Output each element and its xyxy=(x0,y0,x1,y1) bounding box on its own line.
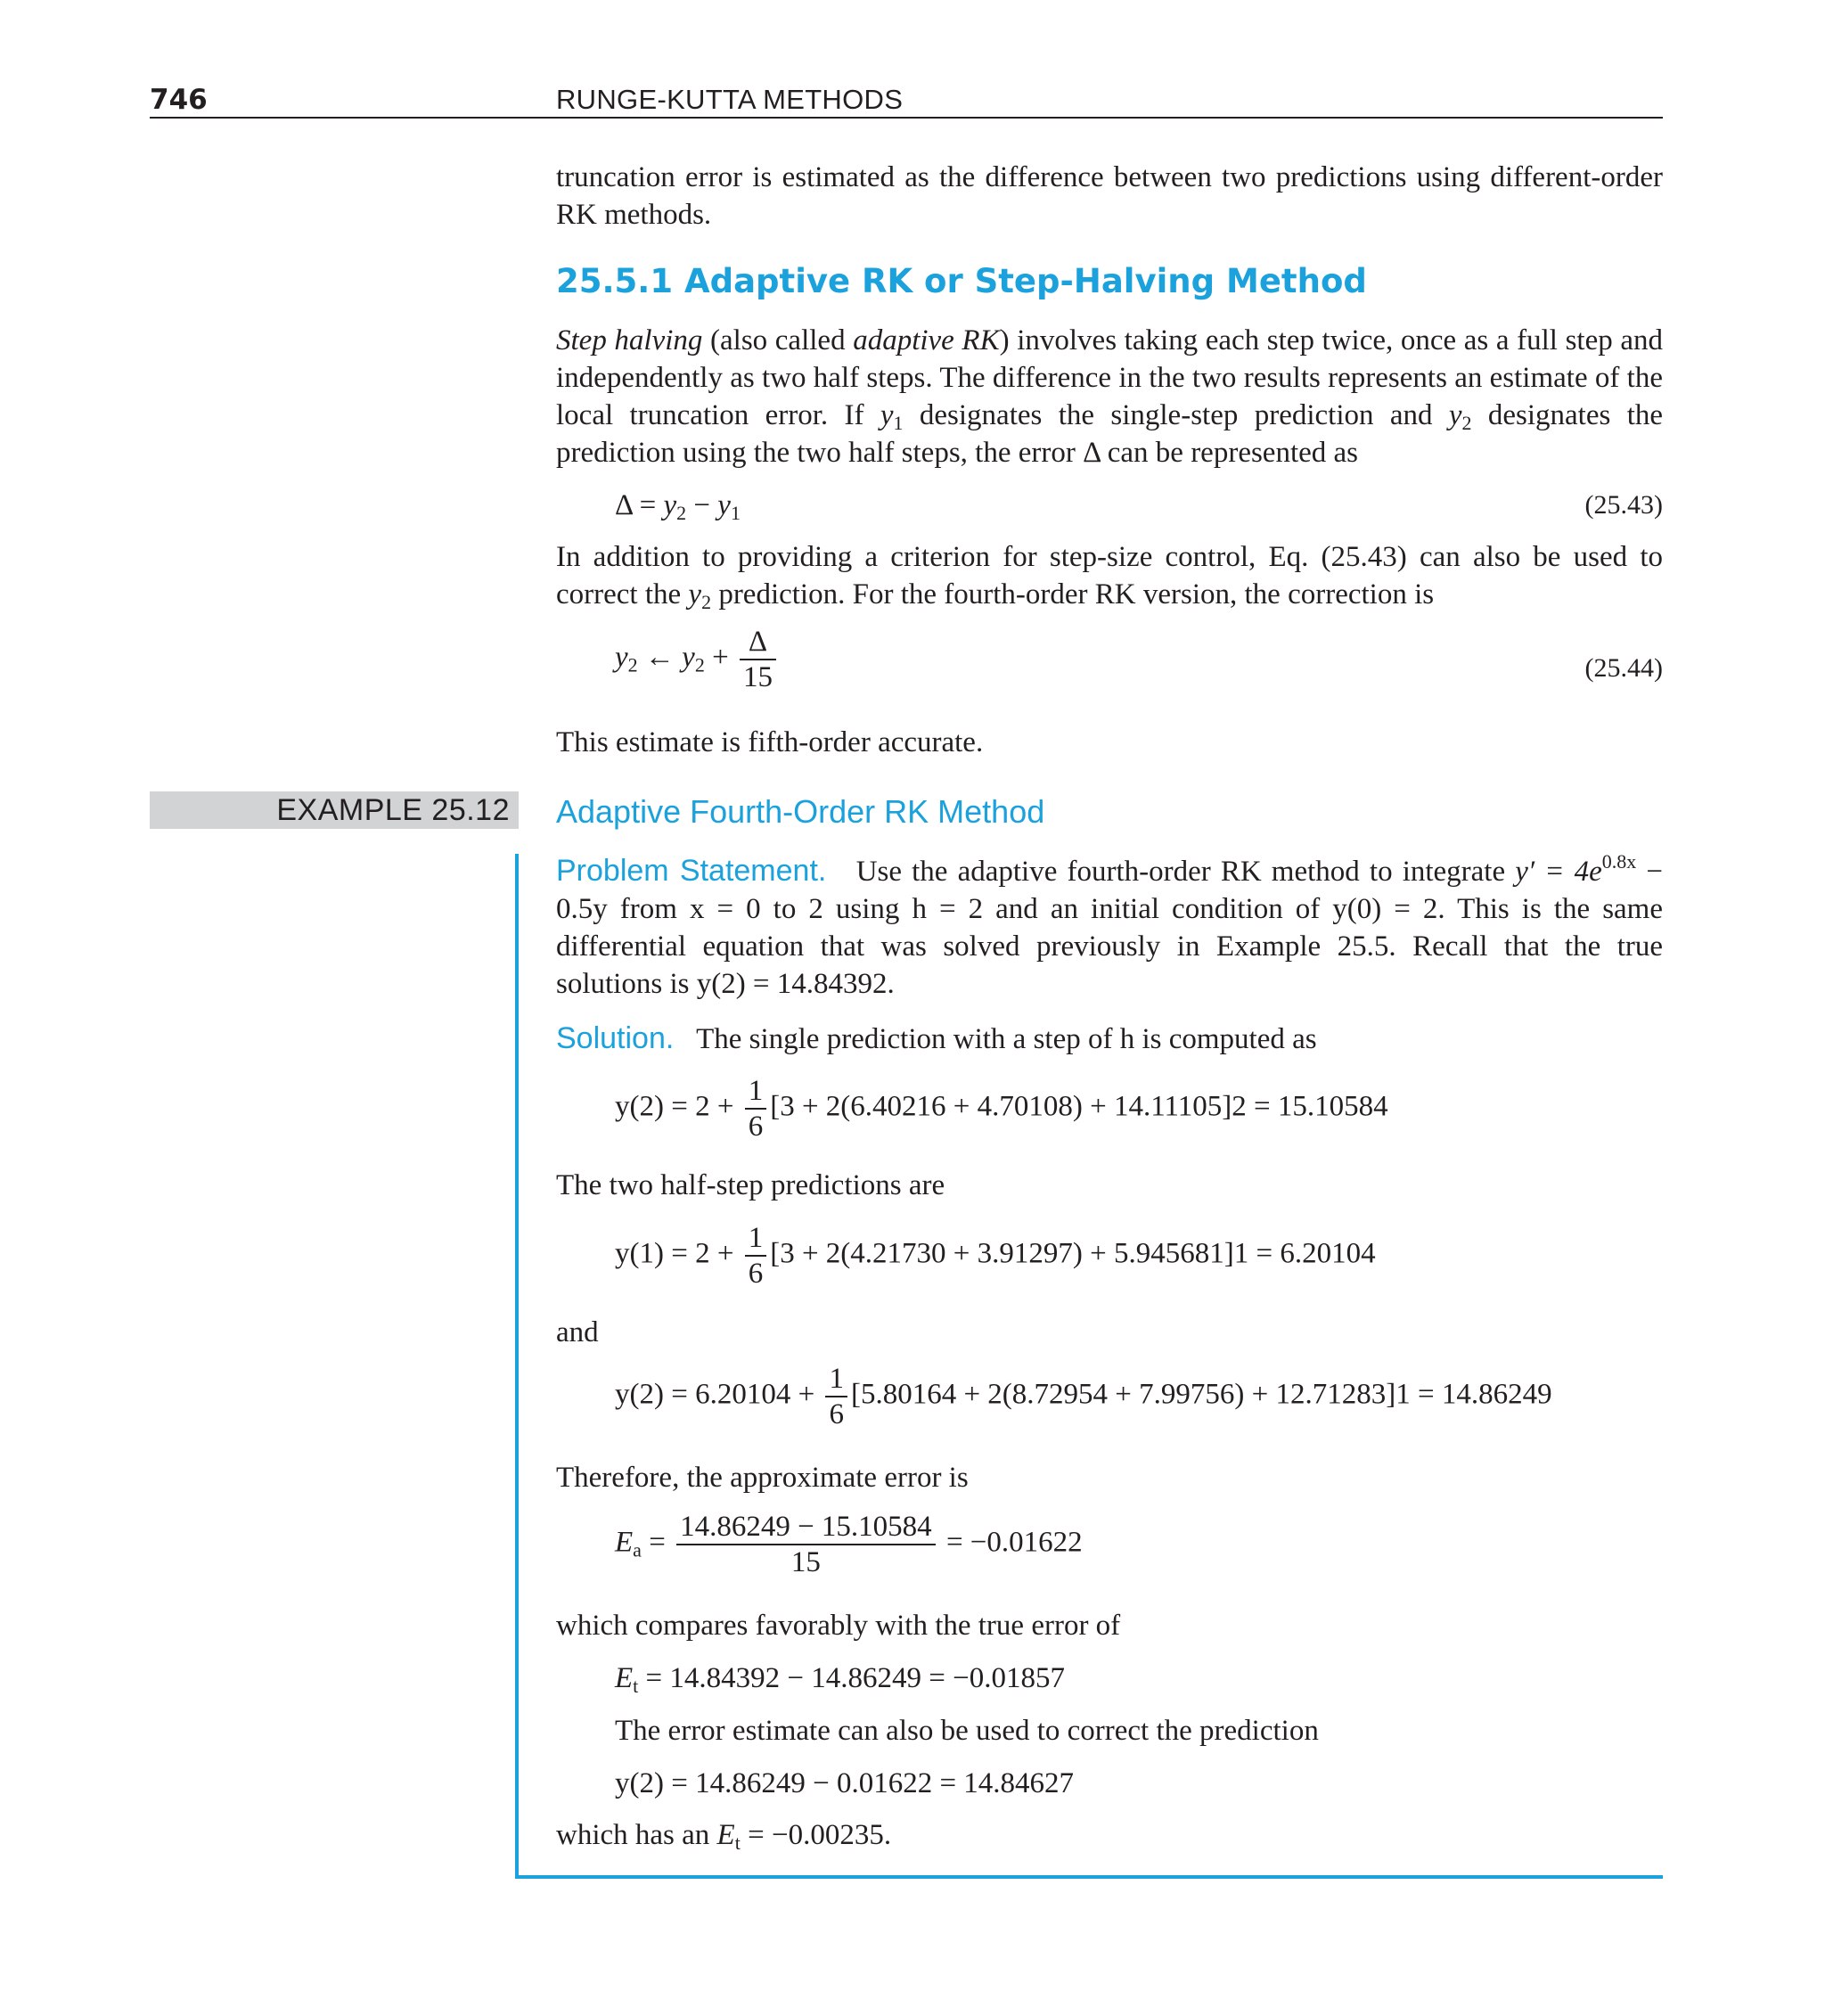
eq44-numerator: Δ xyxy=(748,626,768,658)
equation-half-step-2 xyxy=(615,1362,1552,1431)
eq-y2: y xyxy=(663,489,677,521)
equation-true-error xyxy=(615,1660,1065,1697)
equation-single-step xyxy=(615,1074,1388,1143)
eq44-sub-left: 2 xyxy=(627,653,638,676)
eq3-fraction xyxy=(825,1362,847,1431)
solution-text: The single prediction with a step of h is computed as xyxy=(696,1023,1317,1055)
eq1-denominator: 6 xyxy=(745,1108,767,1143)
solution-label: Solution. xyxy=(556,1021,675,1055)
p1-text-3: designates the single-step prediction and xyxy=(903,399,1449,431)
eq2-fraction xyxy=(745,1221,767,1291)
final-et-subscript: t xyxy=(734,1832,741,1854)
equation-25-43 xyxy=(615,487,741,524)
final-text-2: = −0.00235. xyxy=(740,1819,892,1851)
example-bottom-bar xyxy=(515,1875,1663,1879)
problem-text-2: − 0.5y from x = 0 to 2 using h = 2 and an initial condition of y(0) = 2. This is the same differential equation that was solved previously in Example 25.5. Recall that the true solutions is y(2) = 14.84392. xyxy=(556,856,1663,1000)
problem-statement xyxy=(556,852,1663,1003)
equation-number-25-43: (25.43) xyxy=(1584,490,1663,520)
eq-y1: y xyxy=(717,489,731,521)
eq1-lhs: y(2) = 2 + xyxy=(615,1090,741,1123)
ea-rhs: = −0.01622 xyxy=(938,1526,1083,1559)
solution-intro xyxy=(556,1020,1663,1058)
example-label: EXAMPLE 25.12 xyxy=(276,793,510,827)
eq44-sub-right: 2 xyxy=(694,653,705,676)
eq2-denominator: 6 xyxy=(745,1255,767,1291)
final-et-symbol: E xyxy=(716,1819,735,1851)
term-step-halving: Step halving xyxy=(556,324,703,356)
p1-text-2: ) involves taking each step twice, once as a full step and independently as two half steps. The difference in the two results represents an estimate of the local truncation error. If xyxy=(556,324,1663,431)
eq3-denominator: 6 xyxy=(825,1396,847,1431)
p1-text-1: (also called xyxy=(702,324,854,356)
eq3-lhs: y(2) = 6.20104 + xyxy=(615,1378,822,1411)
eq2-rhs: [3 + 2(4.21730 + 3.91297) + 5.945681]1 = 6.20104 xyxy=(770,1237,1376,1270)
equation-approx-error xyxy=(615,1510,1083,1579)
ea-denominator: 15 xyxy=(676,1544,936,1579)
sub-2: 2 xyxy=(1461,412,1472,434)
running-title: RUNGE-KUTTA METHODS xyxy=(556,84,904,115)
compare-text: which compares favorably with the true error of xyxy=(556,1610,1121,1642)
section-paragraph-2 xyxy=(556,538,1663,613)
eq-minus: − xyxy=(686,489,718,521)
equation-25-44 xyxy=(615,625,780,694)
ea-equals: = xyxy=(641,1526,674,1559)
eq-sub-1: 1 xyxy=(730,502,741,524)
ea-fraction xyxy=(676,1510,936,1579)
problem-ode-exponent: 0.8x xyxy=(1601,850,1637,873)
section-paragraph-3: This estimate is fifth-order accurate. xyxy=(556,726,984,758)
example-title: Adaptive Fourth-Order RK Method xyxy=(556,793,1045,830)
final-text xyxy=(556,1816,1663,1854)
approx-error-text: Therefore, the approximate error is xyxy=(556,1462,969,1494)
half-step-text: The two half-step predictions are xyxy=(556,1169,945,1201)
equation-half-step-1 xyxy=(615,1221,1376,1291)
eq3-numerator: 1 xyxy=(829,1363,844,1395)
eq44-plus: + xyxy=(704,641,736,674)
p2-sub-2: 2 xyxy=(701,591,712,613)
sub-1: 1 xyxy=(893,412,904,434)
eq44-denominator: 15 xyxy=(740,659,776,694)
et-rhs: = 14.84392 − 14.86249 = −0.01857 xyxy=(638,1662,1065,1694)
eq44-y2-right: y xyxy=(682,641,695,674)
correct-text: The error estimate can also be used to correct the prediction xyxy=(615,1715,1319,1747)
eq-sub-2: 2 xyxy=(676,502,687,524)
problem-text-1: Use the adaptive fourth-order RK method to integrate xyxy=(855,856,1516,888)
eq1-numerator: 1 xyxy=(748,1075,764,1107)
p2-text-1: In addition to providing a criterion for step-size control, Eq. (25.43) can also be used to correct the xyxy=(556,541,1663,611)
eq3-rhs: [5.80164 + 2(8.72954 + 7.99756) + 12.71283]1 = 14.86249 xyxy=(850,1378,1552,1411)
example-left-bar xyxy=(515,854,519,1879)
eq-delta-lhs: Δ = xyxy=(615,489,664,521)
et-subscript: t xyxy=(633,1675,639,1697)
eq44-y2-left: y xyxy=(615,641,628,674)
ea-subscript: a xyxy=(633,1538,642,1561)
eq2-lhs: y(1) = 2 + xyxy=(615,1237,741,1270)
and-text: and xyxy=(556,1316,599,1348)
var-y2: y xyxy=(1448,399,1462,431)
section-heading: 25.5.1 Adaptive RK or Step-Halving Method xyxy=(556,262,1367,300)
problem-ode-lhs: y′ = 4e xyxy=(1515,856,1602,888)
et-symbol: E xyxy=(615,1662,634,1694)
page-number: 746 xyxy=(150,84,208,116)
var-y1: y xyxy=(880,399,894,431)
term-adaptive-rk: adaptive RK xyxy=(853,324,1000,356)
eq1-fraction xyxy=(745,1074,767,1143)
ea-symbol: E xyxy=(615,1526,634,1559)
eq44-fraction xyxy=(740,625,776,694)
header-rule xyxy=(150,117,1663,119)
p2-text-2: prediction. For the fourth-order RK version, the correction is xyxy=(711,578,1435,611)
eq2-numerator: 1 xyxy=(748,1222,764,1254)
equation-corrected: y(2) = 14.86249 − 0.01622 = 14.84627 xyxy=(615,1767,1075,1799)
section-paragraph-1 xyxy=(556,322,1663,471)
ea-numerator: 14.86249 − 15.10584 xyxy=(680,1511,932,1543)
final-text-1: which has an xyxy=(556,1819,717,1851)
problem-label: Problem Statement. xyxy=(556,854,827,888)
intro-paragraph: truncation error is estimated as the difference between two predictions using different-order RK methods. xyxy=(556,161,1663,231)
p1-text-4: designates the prediction using the two half steps, the error Δ can be represented as xyxy=(556,399,1664,469)
p2-y2: y xyxy=(688,578,702,611)
eq44-arrow: ← xyxy=(637,641,683,674)
equation-number-25-44: (25.44) xyxy=(1584,653,1663,683)
eq1-rhs: [3 + 2(6.40216 + 4.70108) + 14.11105]2 = 15.10584 xyxy=(770,1090,1388,1123)
